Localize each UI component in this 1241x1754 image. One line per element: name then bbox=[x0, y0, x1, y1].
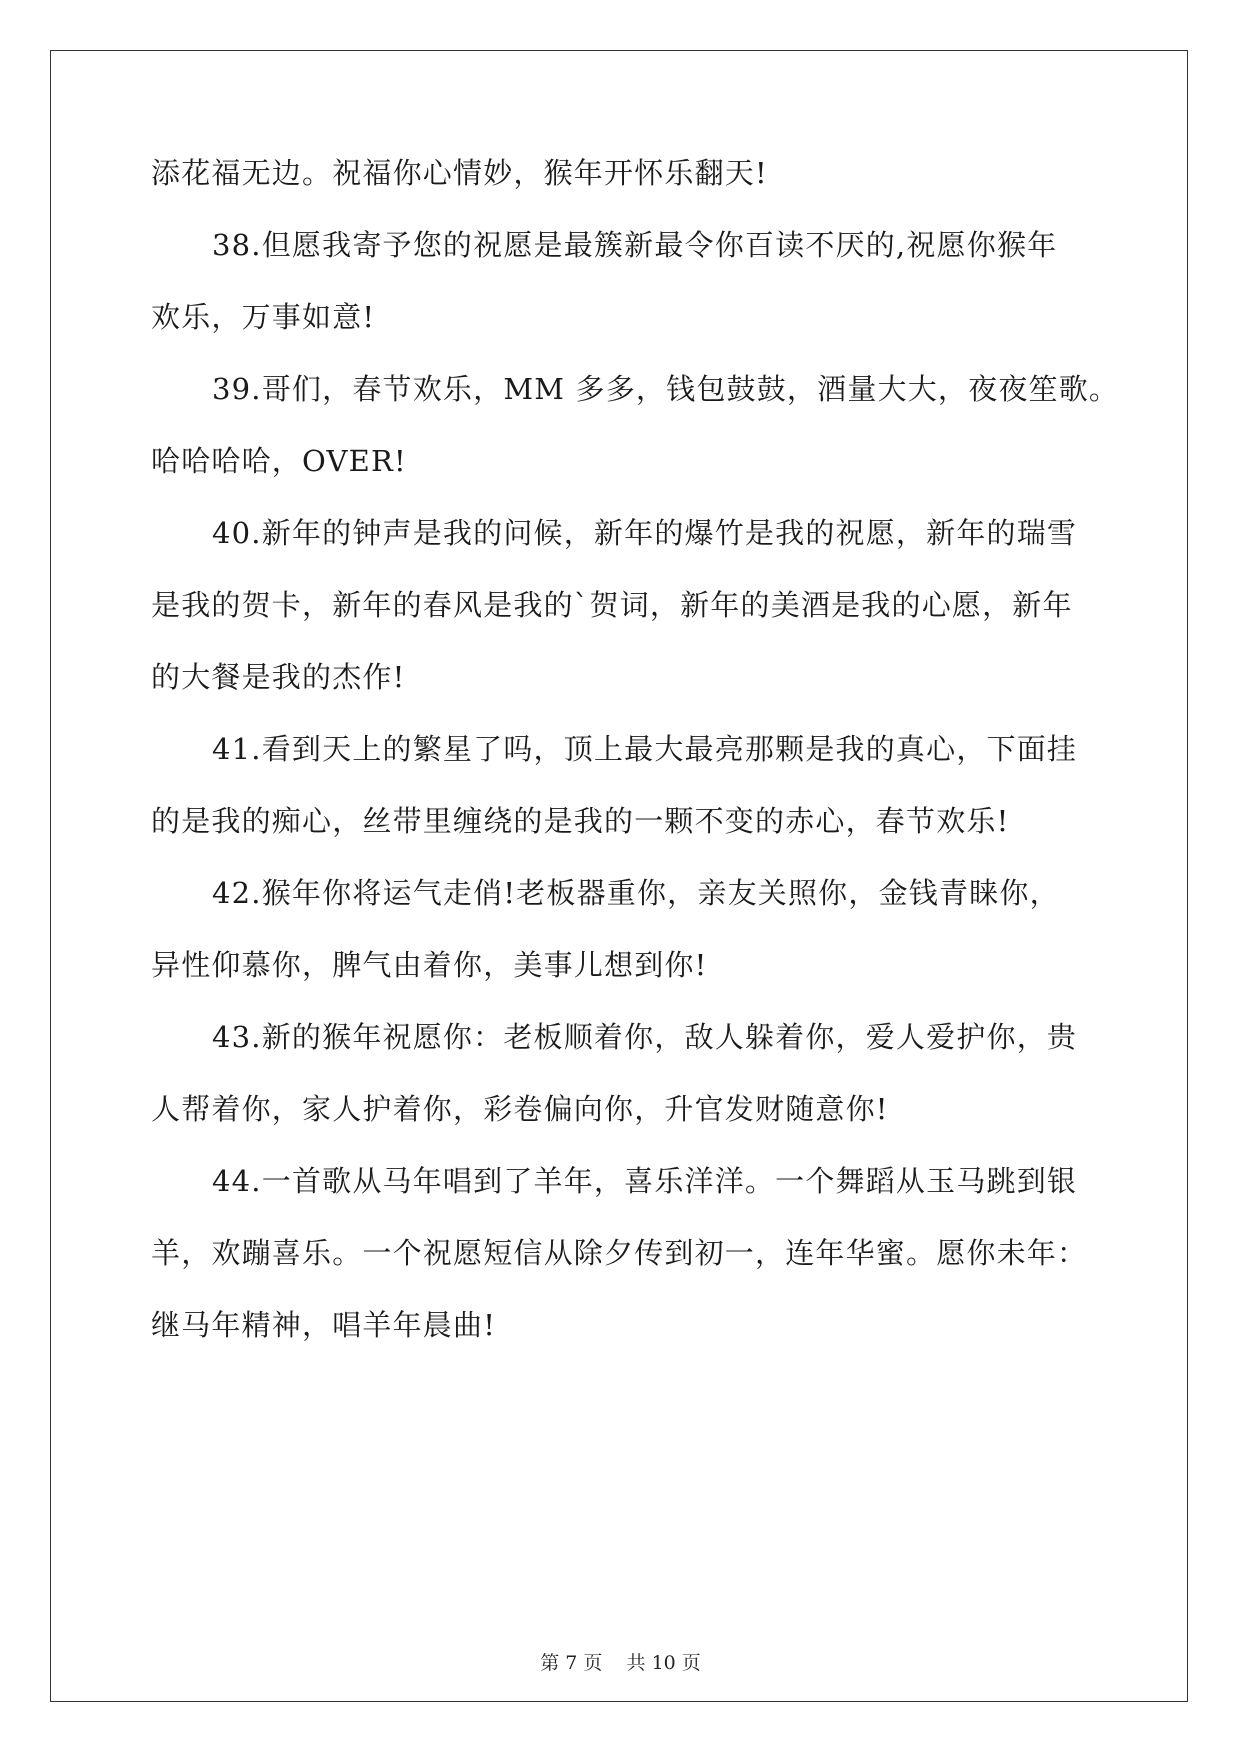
paragraph-line: 38.但愿我寄予您的祝愿是最簇新最令你百读不厌的,祝愿你猴年 bbox=[212, 228, 1058, 262]
page-total: 共 10 页 bbox=[626, 1652, 701, 1674]
paragraph-line: 42.猴年你将运气走俏!老板器重你，亲友关照你，金钱青睐你， bbox=[212, 876, 1060, 910]
paragraph-line: 的大餐是我的杰作! bbox=[151, 660, 406, 694]
paragraph-line: 40.新年的钟声是我的问候，新年的爆竹是我的祝愿，新年的瑞雪 bbox=[212, 516, 1078, 550]
paragraph-line: 继马年精神，唱羊年晨曲! bbox=[151, 1308, 497, 1342]
paragraph-line: 人帮着你，家人护着你，彩卷偏向你，升官发财随意你! bbox=[151, 1092, 889, 1126]
paragraph-line: 的是我的痴心，丝带里缠绕的是我的一颗不变的赤心，春节欢乐! bbox=[151, 804, 1010, 838]
paragraph-line: 是我的贺卡，新年的春风是我的`贺词，新年的美酒是我的心愿，新年 bbox=[151, 588, 1073, 622]
paragraph-line: 欢乐，万事如意! bbox=[151, 300, 376, 334]
paragraph-line: 哈哈哈哈，OVER! bbox=[151, 444, 407, 478]
footer-spacer bbox=[602, 1652, 626, 1674]
page-footer bbox=[0, 1651, 1241, 1675]
page-number: 第 7 页 bbox=[540, 1652, 603, 1674]
paragraph-line: 41.看到天上的繁星了吗，顶上最大最亮那颗是我的真心，下面挂 bbox=[212, 732, 1078, 766]
paragraph-line: 添花福无边。祝福你心情妙，猴年开怀乐翻天! bbox=[151, 156, 768, 190]
paragraph-line: 39.哥们，春节欢乐，MM 多多，钱包鼓鼓，酒量大大，夜夜笙歌。 bbox=[212, 372, 1120, 406]
paragraph-line: 44.一首歌从马年唱到了羊年，喜乐洋洋。一个舞蹈从玉马跳到银 bbox=[212, 1164, 1078, 1198]
paragraph-line: 羊，欢蹦喜乐。一个祝愿短信从除夕传到初一，连年华蜜。愿你未年： bbox=[151, 1236, 1088, 1270]
paragraph-line: 异性仰慕你，脾气由着你，美事儿想到你! bbox=[151, 948, 708, 982]
paragraph-line: 43.新的猴年祝愿你：老板顺着你，敌人躲着你，爱人爱护你，贵 bbox=[212, 1020, 1078, 1054]
